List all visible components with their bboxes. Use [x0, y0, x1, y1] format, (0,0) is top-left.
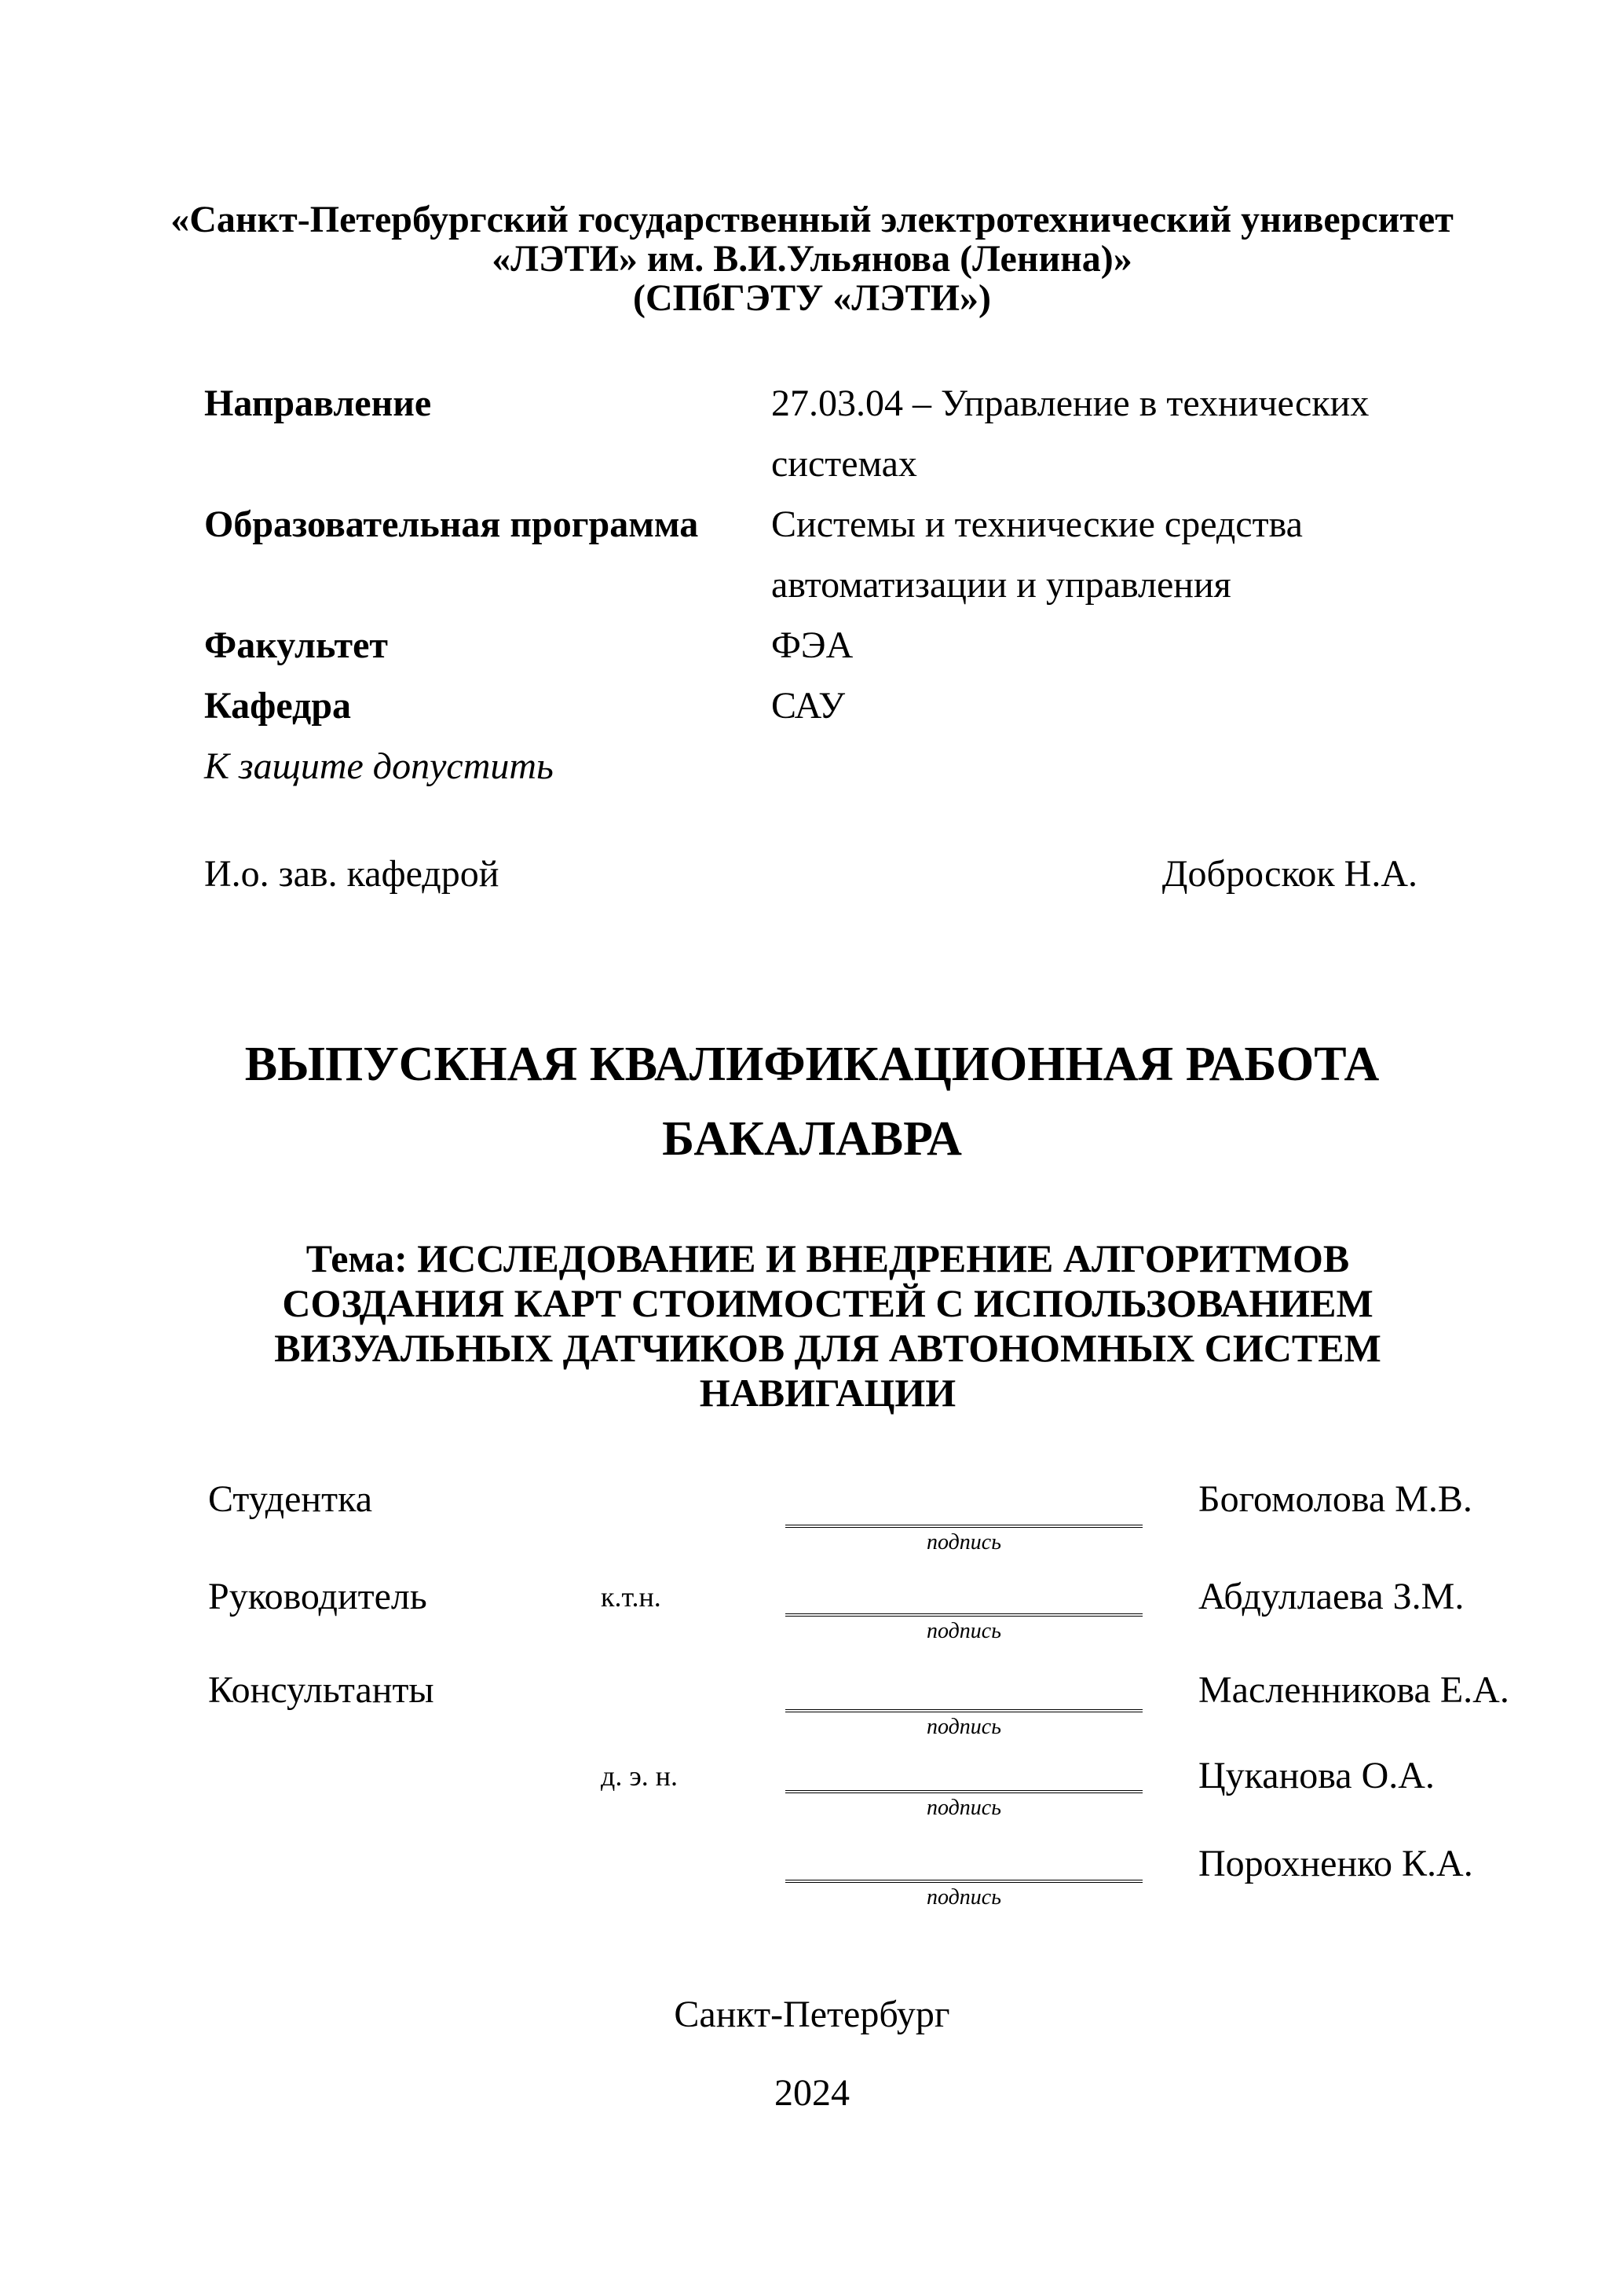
supervisor-label: Руководитель	[208, 1576, 427, 1617]
acting-head-label: И.о. зав. кафедрой	[204, 853, 499, 895]
direction-label: Направление	[204, 383, 432, 424]
university-name-line-3: (СПбГЭТУ «ЛЭТИ»)	[633, 277, 991, 319]
faculty-label: Факультет	[204, 624, 388, 666]
department-value: САУ	[771, 685, 846, 727]
supervisor-name: Абдуллаева З.М.	[1198, 1576, 1465, 1617]
supervisor-degree: к.т.н.	[601, 1581, 661, 1613]
work-title-line-2: БАКАЛАВРА	[662, 1112, 962, 1166]
student-name: Богомолова М.В.	[1198, 1478, 1472, 1520]
theme-title	[251, 1236, 1404, 1415]
signature-caption: подпись	[927, 1796, 1001, 1820]
program-info-block	[204, 373, 1482, 796]
footer-city: Санкт-Петербург	[674, 1994, 950, 2035]
work-title-line-1: ВЫПУСКНАЯ КВАЛИФИКАЦИОННАЯ РАБОТА	[244, 1038, 1380, 1091]
signature-line	[785, 1880, 1143, 1883]
acting-head-row	[204, 844, 1417, 904]
department-label: Кафедра	[204, 685, 352, 727]
signature-caption: подпись	[927, 1530, 1001, 1554]
consultant-1-name: Масленникова Е.А.	[1198, 1669, 1509, 1711]
theme-line-4: НАВИГАЦИИ	[699, 1371, 956, 1415]
direction-value: 27.03.04 – Управление в технических системах	[771, 383, 1370, 485]
work-title	[0, 1027, 1624, 1177]
university-header	[0, 200, 1624, 318]
signature-caption: подпись	[927, 1885, 1001, 1910]
consultant-2-name: Цуканова О.А.	[1198, 1755, 1435, 1796]
theme-line-3: ВИЗУАЛЬНЫХ ДАТЧИКОВ ДЛЯ АВТОНОМНЫХ СИСТЕМ	[274, 1326, 1381, 1370]
signature-line	[785, 1790, 1143, 1793]
theme-line-1: Тема: ИССЛЕДОВАНИЕ И ВНЕДРЕНИЕ АЛГОРИТМОВ	[305, 1236, 1350, 1280]
university-name-line-1: «Санкт-Петербургский государственный электротехнический университет	[170, 199, 1454, 240]
edu-program-label: Образовательная программа	[204, 504, 699, 545]
signature-line	[785, 1525, 1143, 1528]
signature-caption: подпись	[927, 1619, 1001, 1643]
faculty-value: ФЭА	[771, 624, 854, 666]
signature-line	[785, 1613, 1143, 1617]
consultant-3-name: Порохненко К.А.	[1198, 1843, 1473, 1884]
student-label: Студентка	[208, 1478, 372, 1520]
signature-line	[785, 1709, 1143, 1712]
acting-head-name: Доброскок Н.А.	[1161, 853, 1417, 895]
signature-caption: подпись	[927, 1715, 1001, 1739]
footer-year: 2024	[774, 2072, 850, 2114]
theme-line-2: СОЗДАНИЯ КАРТ СТОИМОСТЕЙ С ИСПОЛЬЗОВАНИЕМ	[282, 1281, 1373, 1325]
consultant-2-degree: д. э. н.	[601, 1760, 678, 1792]
admission-note: К защите допустить	[204, 745, 554, 787]
consultants-label: Консультанты	[208, 1669, 434, 1711]
edu-program-value: Системы и технические средства автоматизации и управления	[771, 504, 1303, 606]
university-name-line-2: «ЛЭТИ» им. В.И.Ульянова (Ленина)»	[492, 238, 1132, 280]
